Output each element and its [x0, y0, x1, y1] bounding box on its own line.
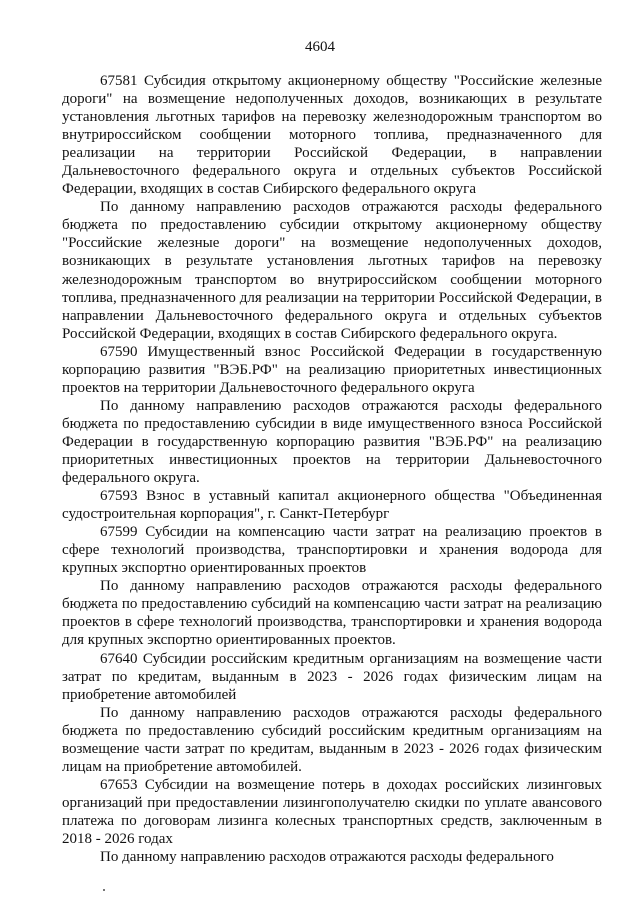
paragraph-67653-title: 67653 Субсидии на возмещение потерь в доходах российских лизинговых организаций при предоставлении лизингополучателю скидки по уплате авансового платежа по договорам лизинга колесных транспортных средств, заключенным в 2018 - 2026 годах	[62, 776, 602, 847]
paragraph-67599-description: По данному направлению расходов отражаются расходы федерального бюджета по предоставлению субсидий на компенсацию части затрат на реализацию проектов в сфере технологий производства, транспортировки и хранения водорода для крупных экспортно ориентированных проектов.	[62, 578, 602, 649]
paragraph-67640-title: 67640 Субсидии российским кредитным организациям на возмещение части затрат по кредитам, выданным в 2023 - 2026 годах физическим лицам на приобретение автомобилей	[62, 650, 602, 703]
paragraph-67590-title: 67590 Имущественный взнос Российской Федерации в государственную корпорацию развития "ВЭБ.РФ" на реализацию приоритетных инвестиционных проектов на территории Дальневосточного федерального округа	[62, 343, 602, 396]
page-body	[62, 72, 602, 866]
scan-speck	[103, 889, 105, 891]
paragraph-67593-title: 67593 Взнос в уставный капитал акционерного общества "Объединенная судостроительная корпорация", г. Санкт-Петербург	[62, 488, 602, 523]
paragraph-67599-title: 67599 Субсидии на компенсацию части затрат на реализацию проектов в сфере технологий производства, транспортировки и хранения водорода для крупных экспортно ориентированных проектов	[62, 524, 602, 577]
paragraph-67640-description: По данному направлению расходов отражаются расходы федерального бюджета по предоставлению субсидий российским кредитным организациям на возмещение части затрат по кредитам, выданным в 2023 - 2026 годах физическим лицам на приобретение автомобилей.	[62, 704, 602, 775]
paragraph-67653-description: По данному направлению расходов отражаются расходы федерального	[100, 849, 554, 866]
page-number: 4604	[305, 39, 335, 55]
paragraph-67581-description: По данному направлению расходов отражаются расходы федерального бюджета по предоставлению субсидии открытому акционерному обществу "Российские железные дороги" на возмещение недополученных доходов, возникающих в результате установления льготных тарифов на перевозку железнодорожным транспортом во внутрироссийском сообщении моторного топлива, предназначенного для реализации на территории Российской Федерации, в направлении Дальневосточного федерального округа и отдельных субъектов Российской Федерации, входящих в состав Сибирского федерального округа.	[62, 199, 602, 342]
paragraph-67590-description: По данному направлению расходов отражаются расходы федерального бюджета по предоставлению субсидии в виде имущественного взноса Российской Федерации в государственную корпорацию развития "ВЭБ.РФ" на реализацию приоритетных инвестиционных проектов на территории Дальневосточного федерального округа.	[62, 397, 602, 487]
paragraph-67581-title: 67581 Субсидия открытому акционерному обществу "Российские железные дороги" на возмещение недополученных доходов, возникающих в результате установления льготных тарифов на перевозку железнодорожным транспортом во внутрироссийском сообщении моторного топлива, предназначенного для реализации на территории Российской Федерации, в направлении Дальневосточного федерального округа и отдельных субъектов Российской Федерации, входящих в состав Сибирского федерального округа	[62, 73, 602, 198]
